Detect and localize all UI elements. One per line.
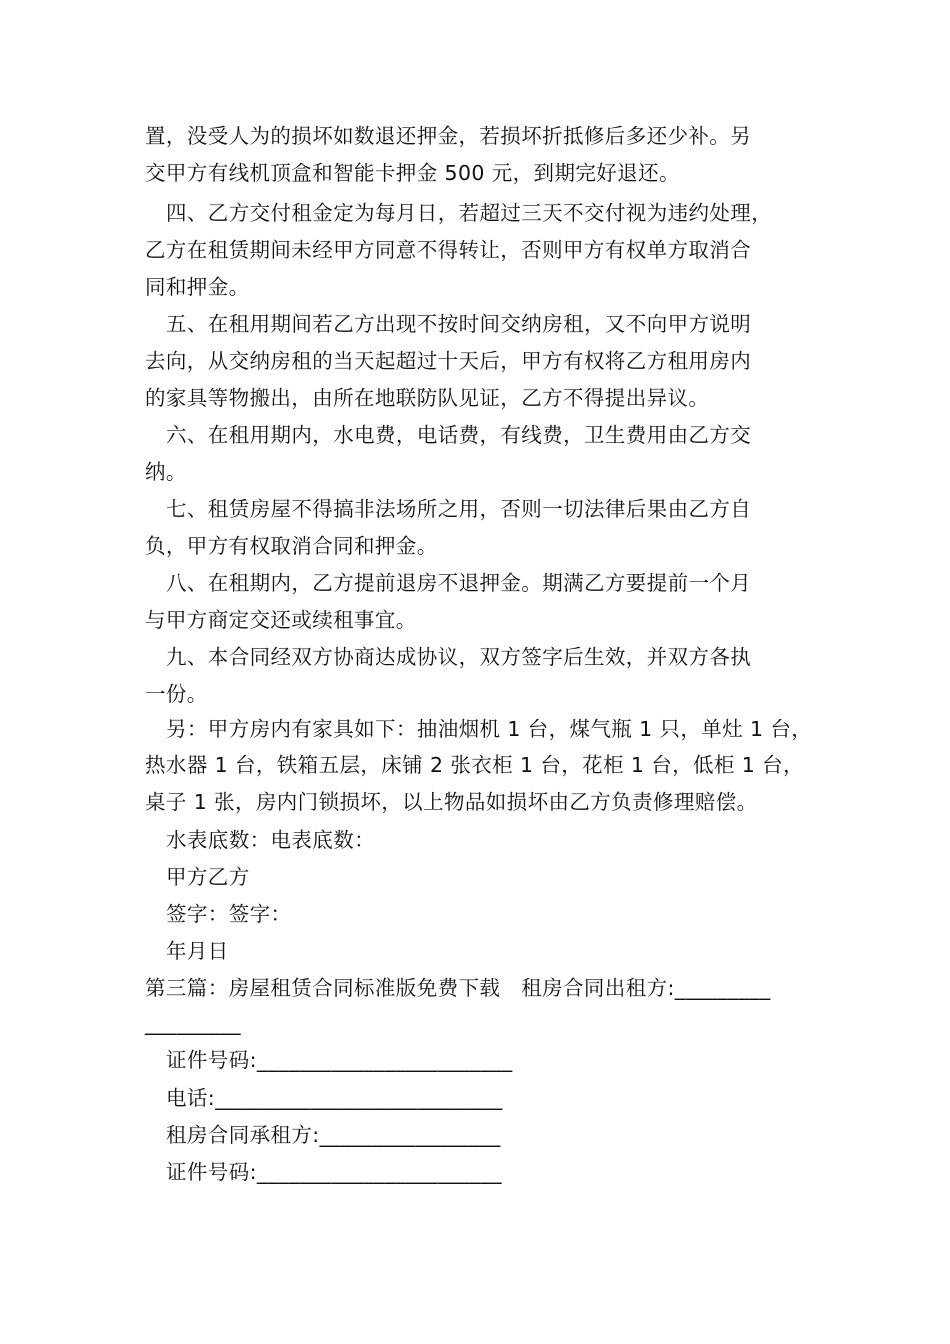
text-line: 签字：签字： bbox=[166, 902, 292, 926]
text-line: 证件号码:_______________________ bbox=[166, 1160, 502, 1184]
text-line: 与甲方商定交还或续租事宜。 bbox=[145, 608, 417, 632]
text-line: 另：甲方房内有家具如下：抽油烟机 1 台，煤气瓶 1 只，单灶 1 台， bbox=[166, 717, 813, 741]
text-line: 年月日 bbox=[166, 939, 229, 963]
text-line: 的家具等物搬出，由所在地联防队见证，乙方不得提出异议。 bbox=[145, 386, 710, 410]
text-line: 交甲方有线机顶盒和智能卡押金 500 元，到期完好退还。 bbox=[145, 161, 680, 185]
text-line: 八、在租期内，乙方提前退房不退押金。期满乙方要提前一个月 bbox=[166, 571, 752, 595]
text-line: 电话:___________________________ bbox=[166, 1086, 503, 1110]
text-line: 乙方在租赁期间未经甲方同意不得转让，否则甲方有权单方取消合 bbox=[145, 238, 752, 262]
text-line: 证件号码:________________________ bbox=[166, 1048, 513, 1072]
text-line: 六、在租用期内，水电费，电话费，有线费，卫生费用由乙方交 bbox=[166, 423, 752, 447]
text-line: 七、租赁房屋不得搞非法场所之用，否则一切法律后果由乙方自 bbox=[166, 497, 752, 521]
text-line: 甲方乙方 bbox=[166, 865, 250, 889]
text-line: 负，甲方有权取消合同和押金。 bbox=[145, 534, 438, 558]
text-line: 热水器 1 台，铁箱五层，床铺 2 张衣柜 1 台，花柜 1 台，低柜 1 台， bbox=[145, 753, 804, 777]
text-line: 去向，从交纳房租的当天起超过十天后，甲方有权将乙方租用房内 bbox=[145, 349, 752, 373]
text-line: 四、乙方交付租金定为每月日，若超过三天不交付视为违约处理， bbox=[166, 201, 773, 225]
text-line: 纳。 bbox=[145, 460, 187, 484]
text-line: 五、在租用期间若乙方出现不按时间交纳房租，又不向甲方说明 bbox=[166, 312, 752, 336]
text-line: 租房合同承租方:_________________ bbox=[166, 1123, 501, 1147]
text-line: 桌子 1 张，房内门锁损坏，以上物品如损坏由乙方负责修理赔偿。 bbox=[145, 790, 758, 814]
section-heading: 第三篇：房屋租赁合同标准版免费下载 租房合同出租方:_________ bbox=[145, 976, 771, 1000]
text-line: 同和押金。 bbox=[145, 275, 250, 299]
text-line: 一份。 bbox=[145, 682, 208, 706]
text-line: 置，没受人为的损坏如数退还押金，若损坏折抵修后多还少补。另 bbox=[145, 124, 752, 148]
text-line: 九、本合同经双方协商达成协议，双方签字后生效，并双方各执 bbox=[166, 645, 752, 669]
text-line: _________ bbox=[145, 1011, 241, 1035]
text-line: 水表底数：电表底数： bbox=[166, 828, 375, 852]
